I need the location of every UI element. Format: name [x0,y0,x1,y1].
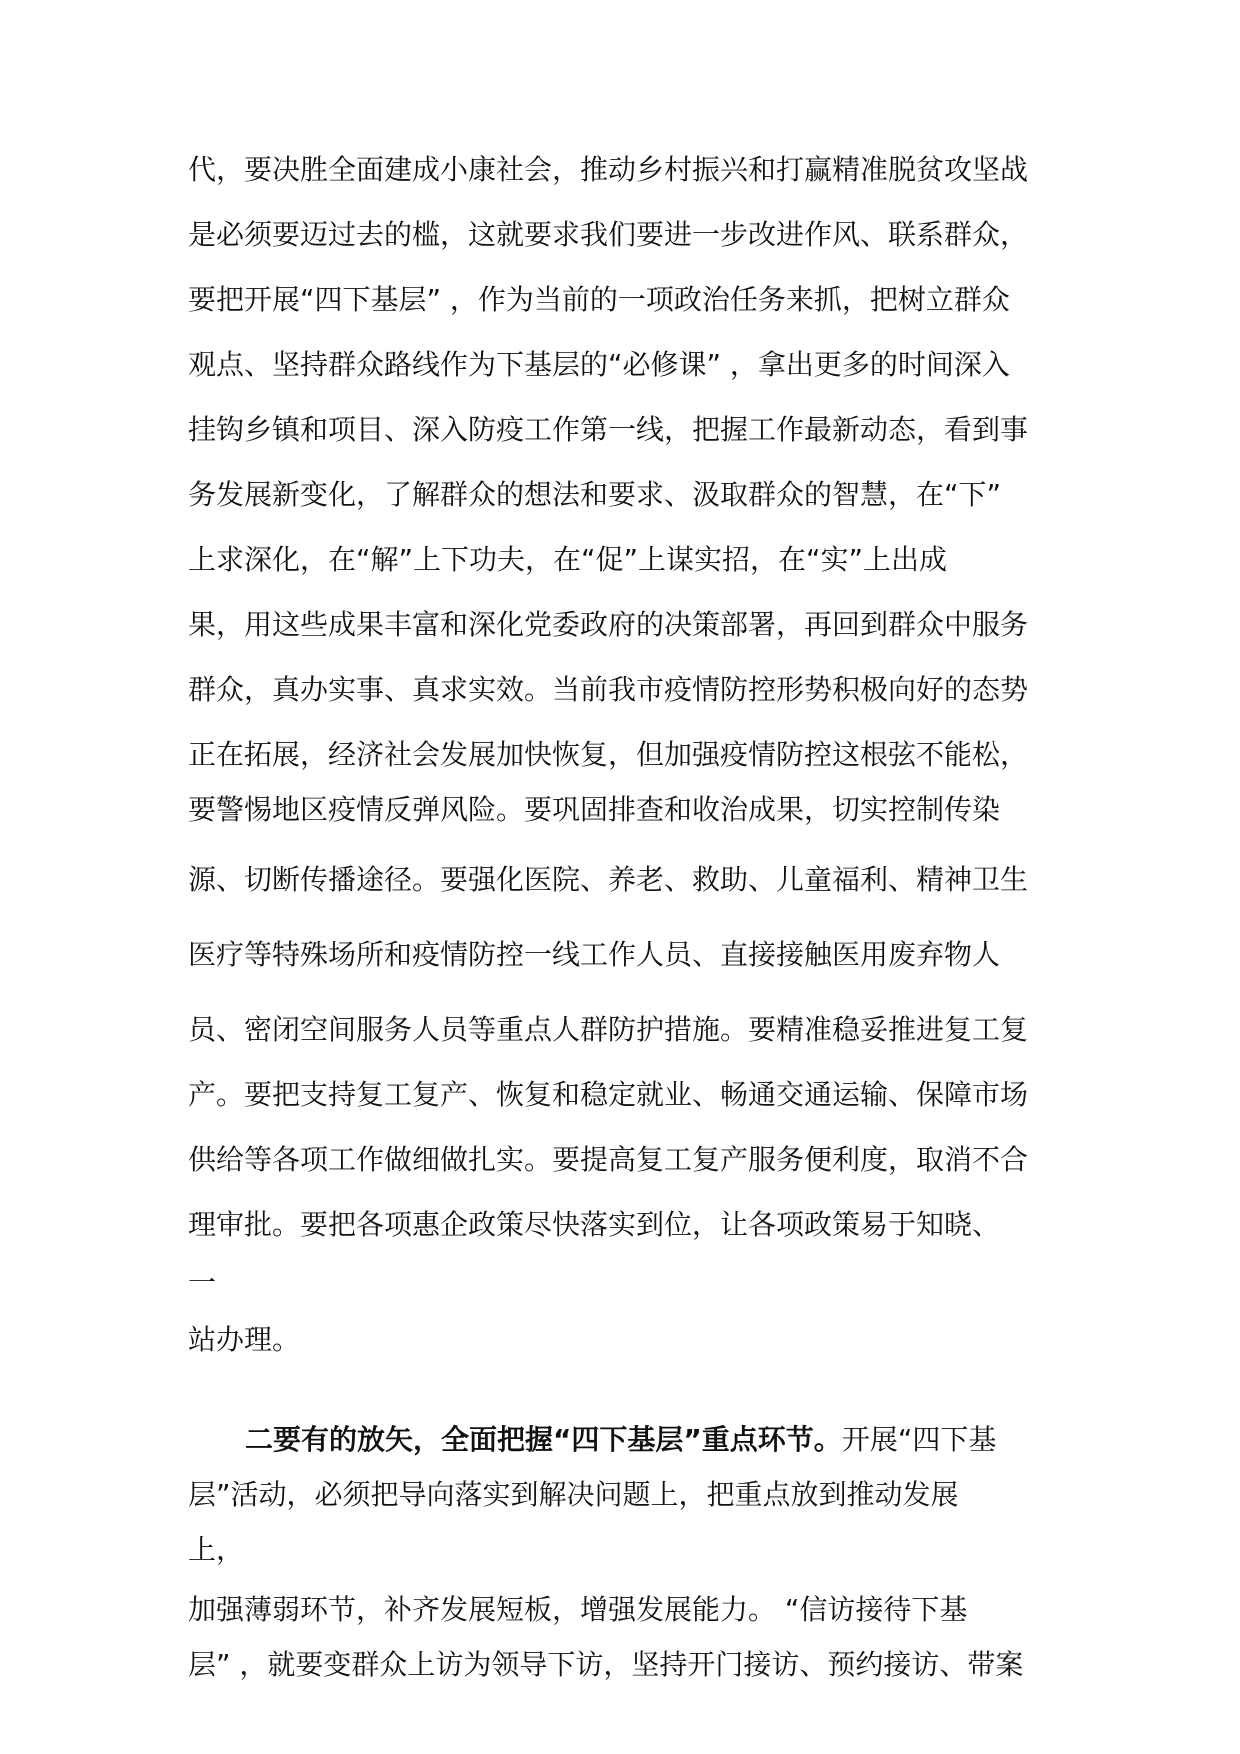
body-text-line: 果，用这些成果丰富和深化党委政府的决策部署，再回到群众中服务 [188,608,1029,641]
body-text-line: 产。要把支持复工复产、恢复和稳定就业、畅通交通运输、保障市场 [188,1078,1029,1111]
body-text-line: 是必须要迈过去的槛，这就要求我们要进一步改进作风、联系群众， [188,218,1029,251]
body-text-line: 要把开展“四下基层” ，作为当前的一项政治任务来抓，把树立群众 [188,283,1010,316]
body-text-line: 层” ，就要变群众上访为领导下访，坚持开门接访、预约接访、带案 [188,1648,1024,1681]
body-text-line: 观点、坚持群众路线作为下基层的“必修课” ，拿出更多的时间深入 [188,348,1010,381]
body-text-line: 医疗等特殊场所和疫情防控一线工作人员、直接接触医用废弃物人 [188,938,1001,971]
section-2-first-line [245,1420,996,1460]
section-2-text: 开展“四下基 [841,1423,997,1456]
body-text-line: 要警惕地区疫情反弹风险。要巩固排查和收治成果，切实控制传染 [188,793,1001,826]
body-text-line: 挂钩乡镇和项目、深入防疫工作第一线，把握工作最新动态，看到事 [188,413,1029,446]
body-text-line: 层”活动，必须把导向落实到解决问题上，把重点放到推动发展 [188,1478,959,1511]
body-text-line: 理审批。要把各项惠企政策尽快落实到位，让各项政策易于知晓、 [188,1208,1001,1241]
body-text-line: 代，要决胜全面建成小康社会，推动乡村振兴和打赢精准脱贫攻坚战 [188,153,1029,186]
body-text-line: 站办理。 [188,1323,301,1356]
body-text-line: 务发展新变化，了解群众的想法和要求、汲取群众的智慧，在“下” [188,478,1002,511]
body-text-line: 源、切断传播途径。要强化医院、养老、救助、儿童福利、精神卫生 [188,863,1029,896]
body-text-line: 一 [188,1266,217,1299]
body-text-line: 上， [188,1533,245,1566]
body-text-line: 供给等各项工作做细做扎实。要提高复工复产服务便利度，取消不合 [188,1143,1029,1176]
body-text-line: 员、密闭空间服务人员等重点人群防护措施。要精准稳妥推进复工复 [188,1013,1029,1046]
body-text-line: 上求深化，在“解”上下功夫，在“促”上谋实招，在“实”上出成 [188,543,948,576]
section-heading: 二要有的放矢，全面把握“四下基层”重点环节。 [245,1423,842,1456]
body-text-line: 加强薄弱环节，补齐发展短板，增强发展能力。 “信访接待下基 [188,1593,968,1626]
body-text-line: 群众，真办实事、真求实效。当前我市疫情防控形势积极向好的态势 [188,673,1029,706]
body-text-line: 正在拓展，经济社会发展加快恢复，但加强疫情防控这根弦不能松， [188,738,1029,771]
